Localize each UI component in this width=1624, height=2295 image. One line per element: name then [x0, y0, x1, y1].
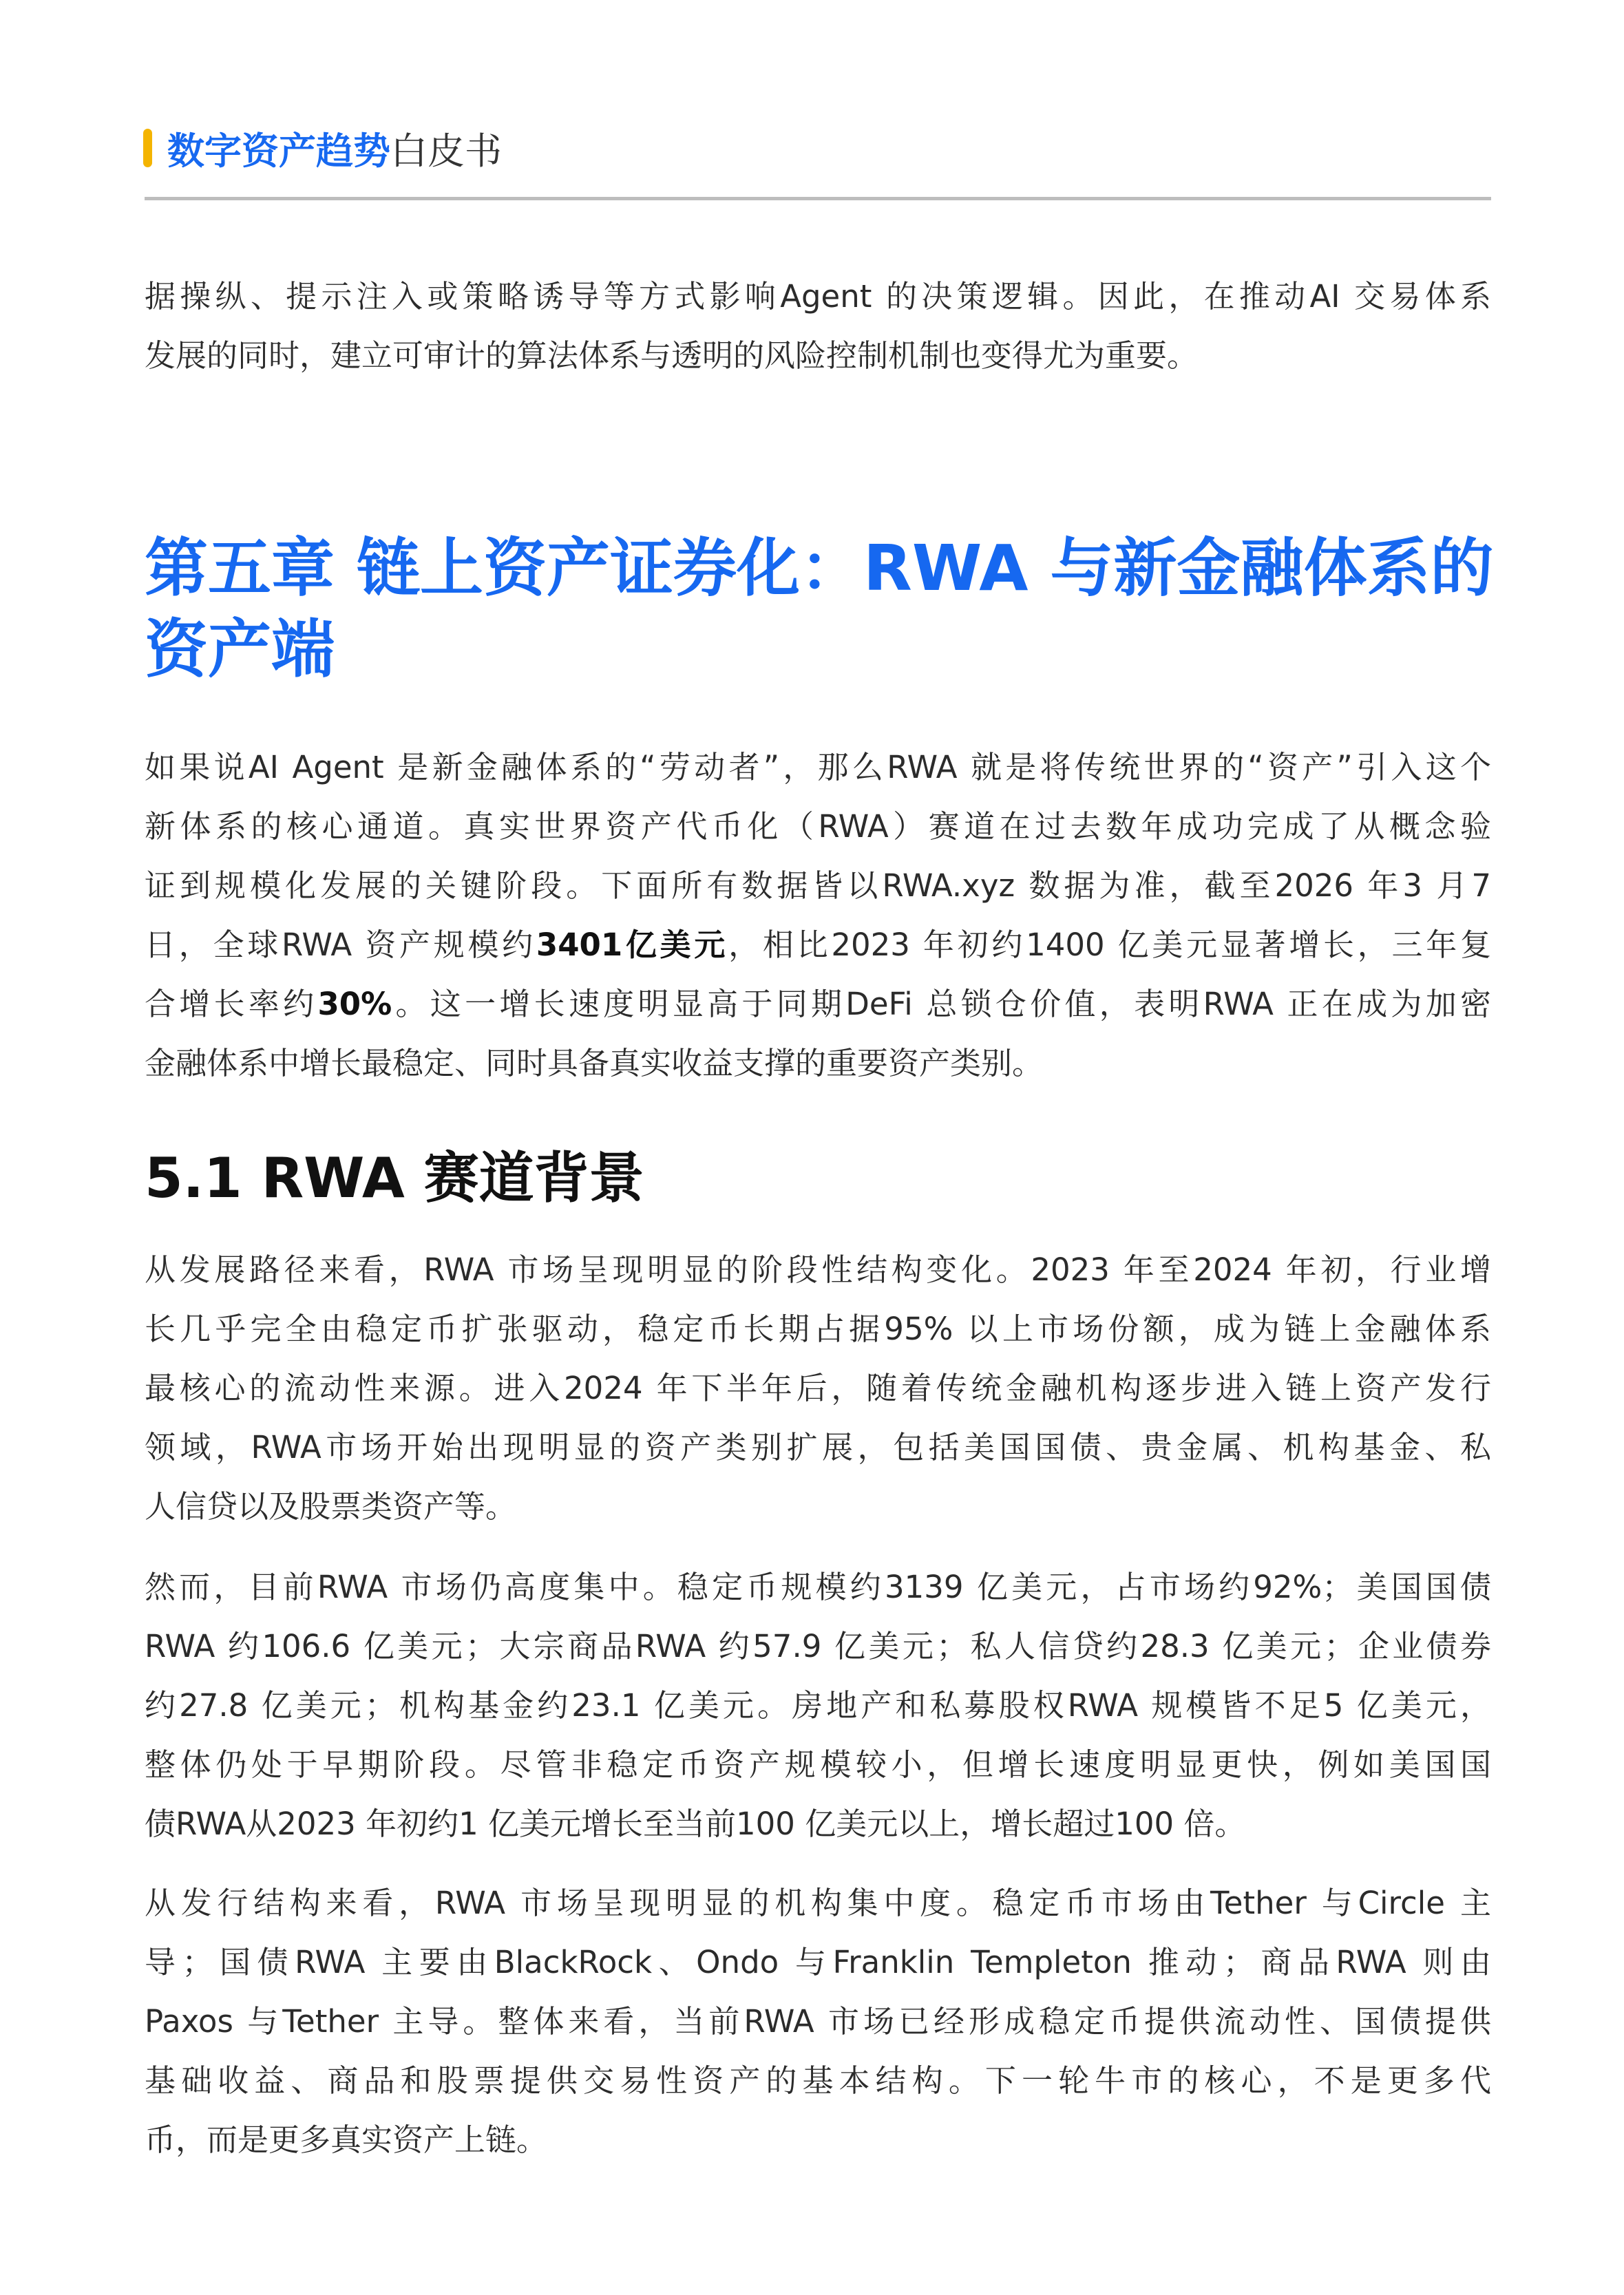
text-line: 约27.8 亿美元；机构基金约23.1 亿美元。房地产和私募股权RWA 规模皆不足5 亿美元，	[145, 1687, 1491, 1724]
text-line: 债RWA从2023 年初约1 亿美元增长至当前100 亿美元以上，增长超过100 倍。	[145, 1806, 1246, 1842]
cagr-highlight: 30%	[317, 986, 392, 1022]
body-paragraph	[145, 1558, 1491, 1854]
running-header	[143, 125, 502, 171]
text-line	[145, 975, 1491, 1034]
chapter-title-line: 第五章 链上资产证券化：RWA 与新金融体系的	[145, 531, 1494, 605]
text-segment: ，相比2023 年初约1400 亿美元显著增长，三年复	[728, 927, 1491, 963]
text-segment: 。这一增长速度明显高于同期DeFi 总锁仓价值，表明RWA 正在成为加密	[392, 986, 1491, 1022]
text-segment: 日，全球RWA 资产规模约	[145, 927, 536, 963]
text-line: 证到规模化发展的关键阶段。下面所有数据皆以RWA.xyz 数据为准，截至2026 年3 月7	[145, 867, 1491, 904]
text-line: 然而，目前RWA 市场仍高度集中。稳定币规模约3139 亿美元，占市场约92%；美国国债	[145, 1569, 1491, 1605]
chapter-title	[145, 528, 1494, 690]
body-paragraph	[145, 1874, 1491, 2170]
section-title: 5.1 RWA 赛道背景	[145, 1146, 644, 1210]
text-line: 新体系的核心通道。真实世界资产代币化（RWA）赛道在过去数年成功完成了从概念验	[145, 808, 1491, 845]
text-line: 领域，RWA市场开始出现明显的资产类别扩展，包括美国国债、贵金属、机构基金、私	[145, 1429, 1491, 1466]
body-paragraph	[145, 1240, 1491, 1536]
chapter-intro-paragraph	[145, 738, 1491, 1093]
text-line: 从发展路径来看，RWA 市场呈现明显的阶段性结构变化。2023 年至2024 年初，行业增	[145, 1251, 1491, 1288]
text-line: 从发行结构来看，RWA 市场呈现明显的机构集中度。稳定币市场由Tether 与Circle 主	[145, 1885, 1491, 1921]
text-segment: 合增长率约	[145, 986, 318, 1022]
text-line: 基础收益、商品和股票提供交易性资产的基本结构。下一轮牛市的核心，不是更多代	[145, 2062, 1491, 2099]
header-title-highlight: 数字资产趋势	[167, 129, 390, 173]
text-line: 币，而是更多真实资产上链。	[145, 2122, 548, 2158]
text-line: 如果说AI Agent 是新金融体系的“劳动者”，那么RWA 就是将传统世界的“资产”引入这个	[145, 749, 1491, 785]
text-line: Paxos 与Tether 主导。整体来看，当前RWA 市场已经形成稳定币提供流动性、国债提供	[145, 2003, 1491, 2040]
text-line: 金融体系中增长最稳定、同时具备真实收益支撑的重要资产类别。	[145, 1045, 1044, 1081]
text-line: 导；国债RWA 主要由BlackRock、Ondo 与Franklin Templeton 推动；商品RWA 则由	[145, 1944, 1491, 1980]
text-line: 整体仍处于早期阶段。尽管非稳定币资产规模较小，但增长速度明显更快，例如美国国	[145, 1746, 1491, 1783]
header-divider	[145, 197, 1491, 200]
text-line: 人信贷以及股票类资产等。	[145, 1488, 517, 1525]
text-line: 最核心的流动性来源。进入2024 年下半年后，随着传统金融机构逐步进入链上资产发行	[145, 1370, 1491, 1406]
text-line: RWA 约106.6 亿美元；大宗商品RWA 约57.9 亿美元；私人信贷约28.3 亿美元；企业债券	[145, 1628, 1491, 1664]
header-title-suffix: 白皮书	[390, 129, 502, 173]
chapter-title-line: 资产端	[145, 613, 335, 686]
text-line: 发展的同时，建立可审计的算法体系与透明的风险控制机制也变得尤为重要。	[145, 337, 1199, 374]
text-line	[145, 916, 1491, 975]
text-line: 长几乎完全由稳定币扩张驱动，稳定币长期占据95% 以上市场份额，成为链上金融体系	[145, 1311, 1491, 1347]
text-line: 据操纵、提示注入或策略诱导等方式影响Agent 的决策逻辑。因此，在推动AI 交易体系	[145, 278, 1491, 315]
header-accent-bar	[143, 129, 152, 167]
intro-paragraph	[145, 267, 1491, 385]
rwa-total-highlight: 3401亿美元	[536, 927, 729, 963]
